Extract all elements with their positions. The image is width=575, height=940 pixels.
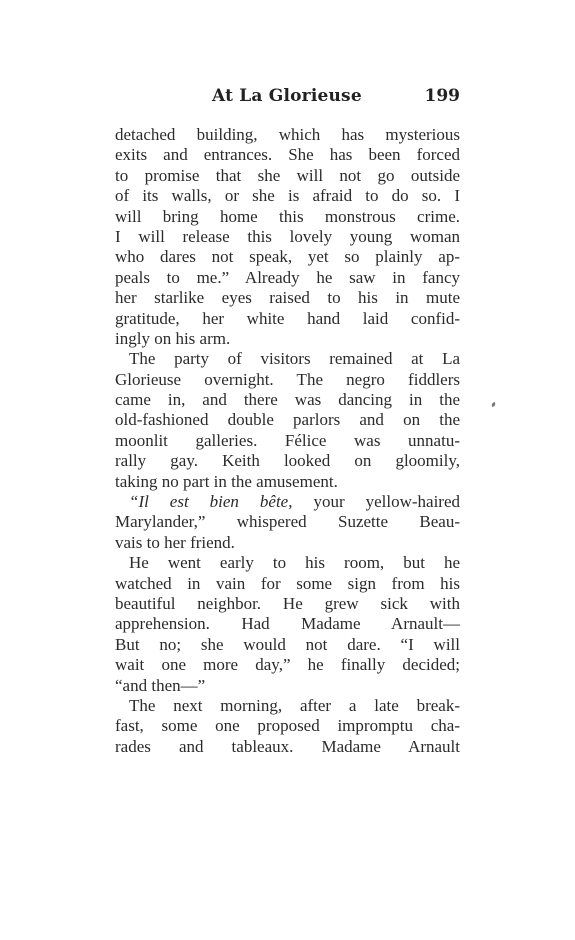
line-text: moonlit galleries. Félice was unnatu-	[115, 430, 460, 450]
text-line	[115, 145, 460, 165]
text-line	[115, 696, 460, 716]
line-text: beautiful neighbor. He grew sick with	[115, 593, 460, 613]
text-line	[115, 676, 460, 696]
line-text: Marylander,” whispered Suzette Beau-	[115, 512, 460, 532]
text-line	[115, 207, 460, 227]
page-number: 199	[424, 86, 460, 106]
text-line	[115, 594, 460, 614]
line-text: wait one more day,” he finally decided;	[115, 655, 460, 675]
text-line	[115, 186, 460, 206]
text-line	[115, 410, 460, 430]
line-text: to promise that she will not go outside	[115, 165, 460, 185]
line-text: your yellow-haired	[292, 492, 460, 512]
text-line	[115, 553, 460, 573]
text-line	[115, 268, 460, 288]
line-text: I will release this lovely young woman	[115, 226, 460, 246]
text-line	[115, 227, 460, 247]
print-speck	[491, 402, 496, 408]
text-line	[115, 492, 460, 512]
text-line	[115, 247, 460, 267]
line-text: The next morning, after a late break-	[129, 695, 460, 715]
line-text: taking no part in the amusement.	[115, 471, 338, 491]
line-text: Glorieuse overnight. The negro fiddlers	[115, 369, 460, 389]
text-line	[115, 166, 460, 186]
line-text: rades and tableaux. Madame Arnault	[115, 736, 460, 756]
line-text: of its walls, or she is afraid to do so. I	[115, 186, 460, 206]
line-text: exits and entrances. She has been forced	[115, 145, 460, 165]
text-line	[115, 512, 460, 532]
line-text: “and then—”	[115, 675, 206, 695]
text-line	[115, 329, 460, 349]
line-text: vais to her friend.	[115, 532, 235, 552]
line-text: apprehension. Had Madame Arnault—	[115, 614, 460, 634]
text-line	[115, 288, 460, 308]
body-text	[115, 125, 460, 757]
text-line	[115, 574, 460, 594]
line-text: rally gay. Keith looked on gloomily,	[115, 451, 460, 471]
line-text: The party of visitors remained at La	[129, 349, 460, 369]
text-line	[115, 370, 460, 390]
line-text: detached building, which has mysterious	[115, 125, 460, 144]
text-line	[115, 716, 460, 736]
text-line	[115, 472, 460, 492]
page-header	[115, 86, 460, 110]
text-line	[115, 451, 460, 471]
text-line	[115, 349, 460, 369]
line-text: fast, some one proposed impromptu cha-	[115, 716, 460, 736]
running-title: At La Glorieuse	[212, 86, 362, 106]
line-text: But no; she would not dare. “I will	[115, 634, 460, 654]
line-text: old-fashioned double parlors and on the	[115, 410, 460, 430]
italic-phrase: “Il est bien bête,	[129, 492, 293, 512]
line-text: ingly on his arm.	[115, 328, 231, 348]
text-line	[115, 635, 460, 655]
text-line	[115, 125, 460, 145]
text-line	[115, 533, 460, 553]
line-text: will bring home this monstrous crime.	[115, 206, 460, 226]
line-text: came in, and there was dancing in the	[115, 390, 460, 410]
line-text: He went early to his room, but he	[129, 553, 460, 573]
line-text: her starlike eyes raised to his in mute	[115, 288, 460, 308]
text-line	[115, 390, 460, 410]
text-line	[115, 431, 460, 451]
text-line	[115, 737, 460, 757]
line-text: who dares not speak, yet so plainly ap-	[115, 247, 460, 267]
text-line	[115, 614, 460, 634]
text-line	[115, 309, 460, 329]
line-text: peals to me.” Already he saw in fancy	[115, 267, 460, 287]
text-line	[115, 655, 460, 675]
line-text: gratitude, her white hand laid confid-	[115, 308, 460, 328]
line-text: watched in vain for some sign from his	[115, 573, 460, 593]
